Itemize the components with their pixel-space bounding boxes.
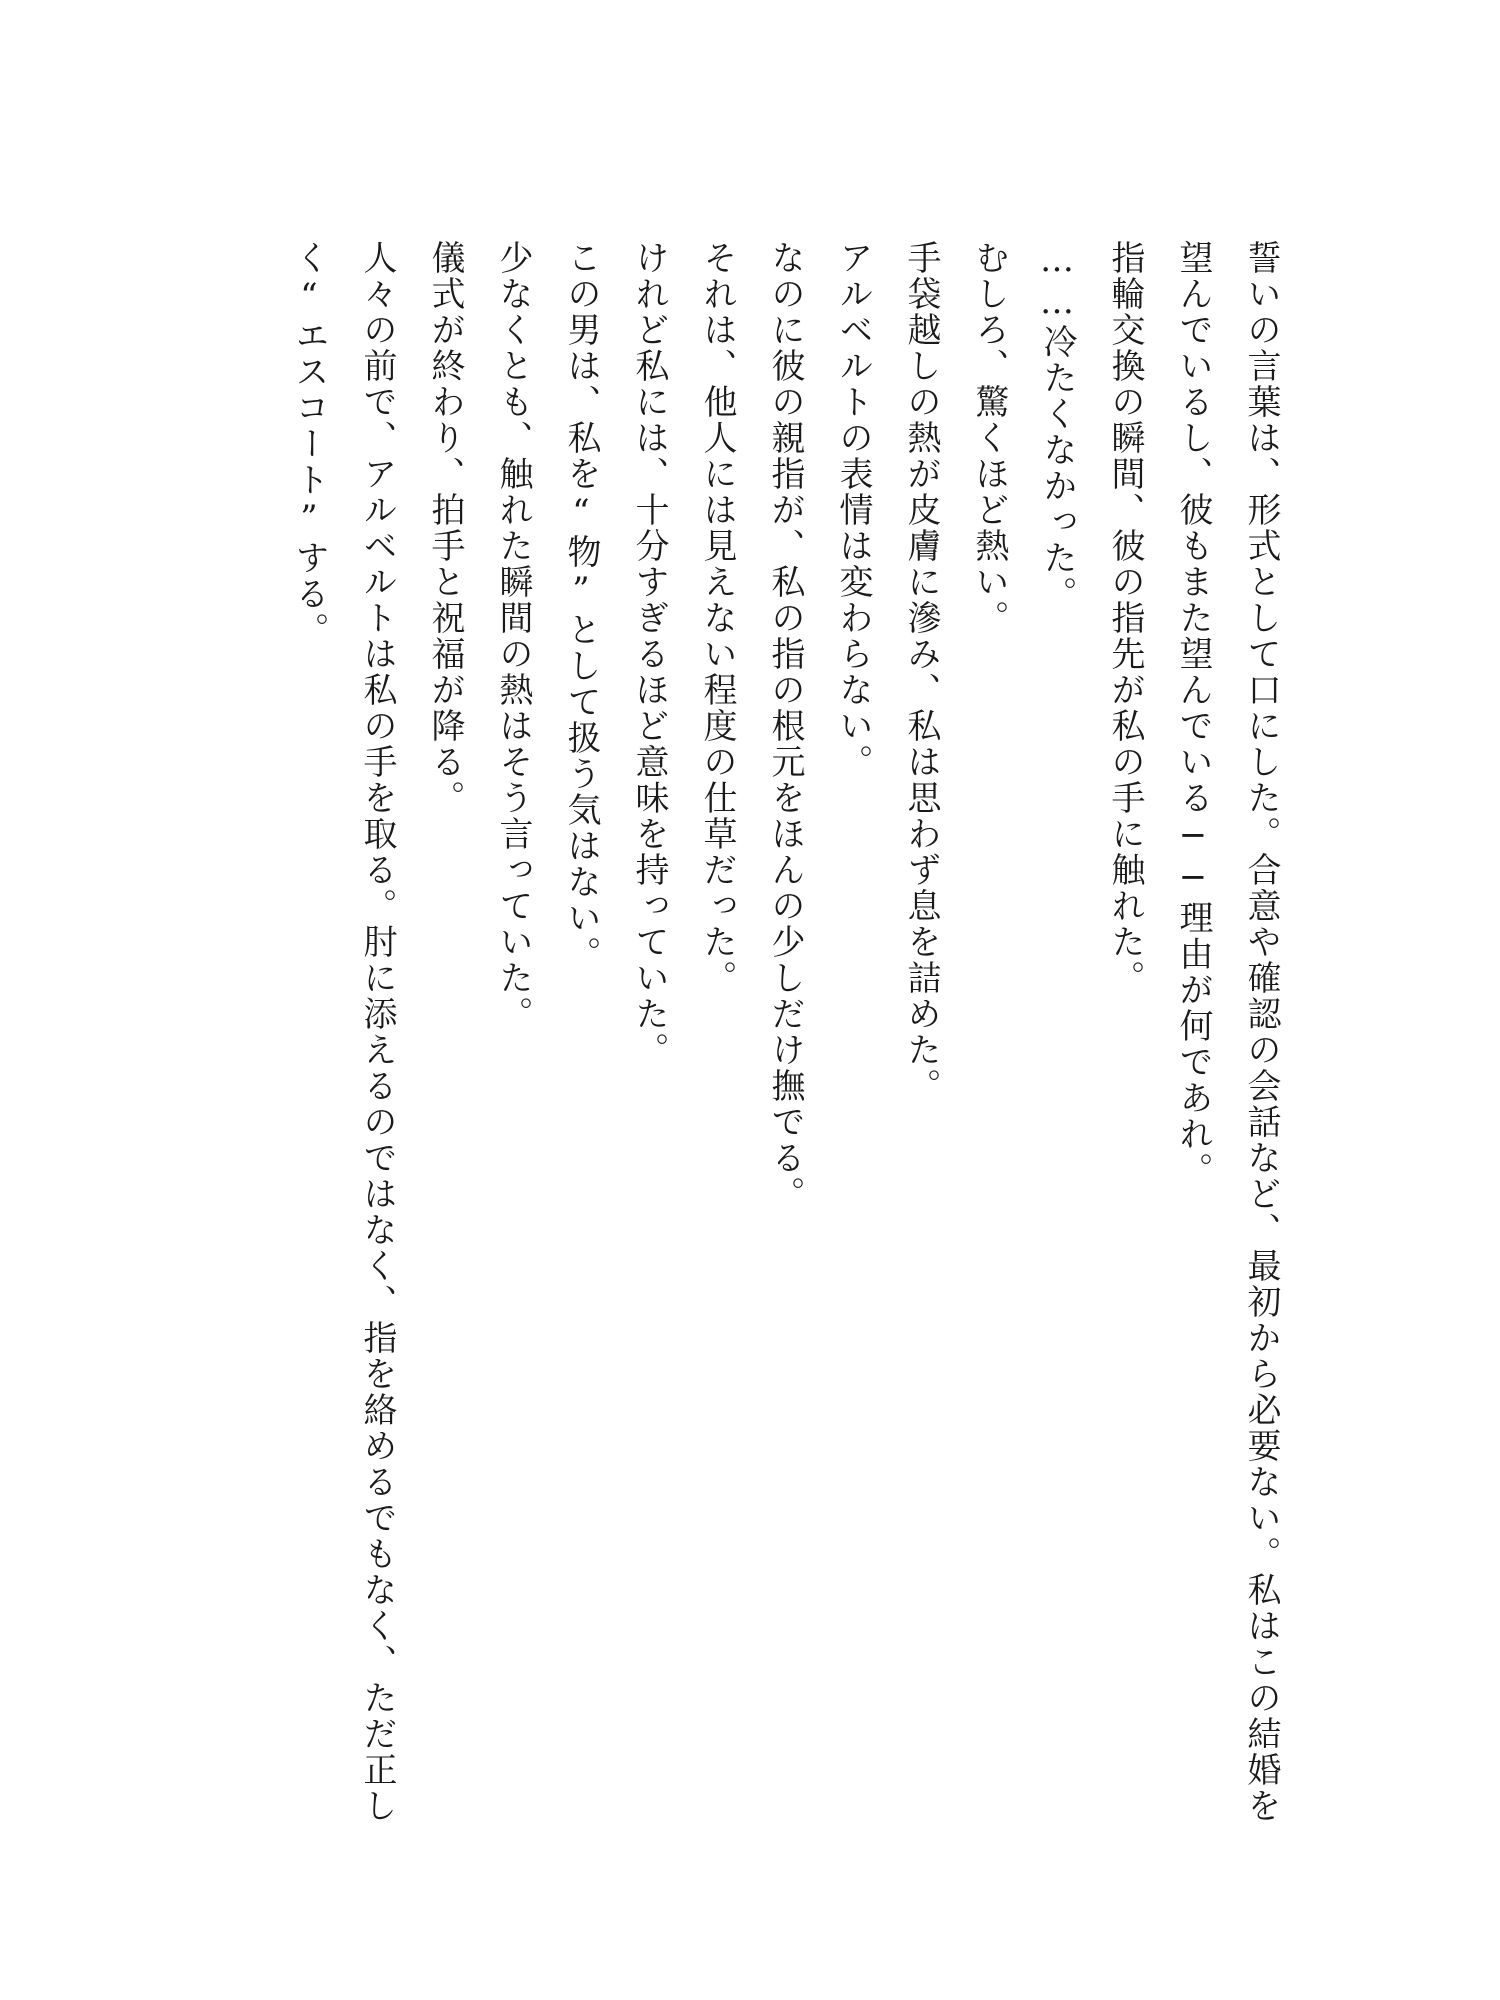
paragraph-6: アルベルトの表情は変わらない。 bbox=[833, 240, 873, 780]
paragraph-1: 誓いの言葉は、形式として口にした。合意や確認の会話など、最初から必要ない。私はこの結婚を望んでいるし、彼もまた望んでいる──理由が何であれ。 bbox=[1173, 240, 1281, 1824]
body-text bbox=[275, 240, 1295, 1840]
paragraph-10: この男は、私を“物”として扱う気はない。 bbox=[561, 240, 601, 972]
paragraph-7: なのに彼の親指が、私の指の根元をほんの少しだけ撫でる。 bbox=[765, 240, 805, 1212]
paragraph-8: それは、他人には見えない程度の仕草だった。 bbox=[697, 240, 737, 996]
paragraph-3: ……冷たくなかった。 bbox=[1037, 240, 1077, 612]
paragraph-12: 儀式が終わり、拍手と祝福が降る。 bbox=[425, 240, 465, 816]
paragraph-2: 指輪交換の瞬間、彼の指先が私の手に触れた。 bbox=[1105, 240, 1145, 996]
paragraph-11: 少なくとも、触れた瞬間の熱はそう言っていた。 bbox=[493, 240, 533, 1032]
paragraph-13: 人々の前で、アルベルトは私の手を取る。肘に添えるのではなく、指を絡めるでもなく、ただ正しく“エスコート”する。 bbox=[289, 240, 397, 1824]
paragraph-5: 手袋越しの熱が皮膚に滲み、私は思わず息を詰めた。 bbox=[901, 240, 941, 1104]
paragraph-4: むしろ、驚くほど熱い。 bbox=[969, 240, 1009, 636]
paragraph-9: けれど私には、十分すぎるほど意味を持っていた。 bbox=[629, 240, 669, 1068]
